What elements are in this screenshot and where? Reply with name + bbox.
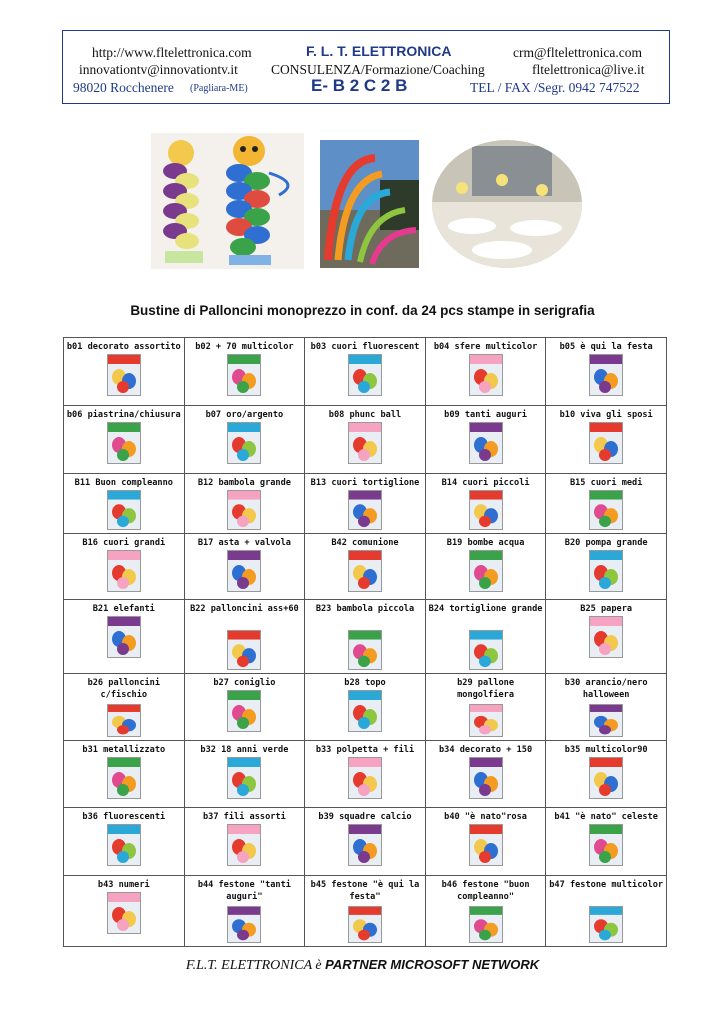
footer-partner: PARTNER MICROSOFT NETWORK	[325, 957, 540, 972]
balloon-pack-thumbnail	[589, 704, 623, 737]
product-cell[interactable]	[305, 741, 426, 807]
product-label: B24 tortiglione grande	[428, 604, 543, 614]
product-row	[64, 876, 667, 947]
product-cell[interactable]	[305, 338, 426, 405]
product-label: b02 + 70 multicolor	[195, 342, 294, 352]
product-label: b03 cuori fluorescent	[310, 342, 420, 352]
balloon-pack-thumbnail	[469, 906, 503, 943]
product-cell[interactable]	[305, 808, 426, 875]
product-cell[interactable]	[64, 876, 185, 946]
product-cell[interactable]	[64, 600, 185, 673]
product-cell[interactable]	[64, 338, 185, 405]
balloon-pack-thumbnail	[107, 757, 141, 799]
product-label: B22 palloncini ass+60	[190, 604, 299, 614]
product-label: b37 fili assorti	[202, 812, 286, 822]
product-grid	[63, 337, 667, 947]
balloon-pack-thumbnail	[469, 422, 503, 464]
product-label: b27 coniglio	[213, 678, 276, 688]
balloon-pack-thumbnail	[469, 824, 503, 866]
product-row	[64, 741, 667, 808]
product-row	[64, 600, 667, 674]
product-label: b41 "è nato" celeste	[554, 812, 658, 822]
product-row	[64, 534, 667, 600]
balloon-pack-thumbnail	[227, 422, 261, 464]
balloon-pack-thumbnail	[348, 757, 382, 799]
product-cell[interactable]	[546, 406, 667, 473]
product-cell[interactable]	[64, 674, 185, 740]
balloon-pack-thumbnail	[348, 422, 382, 464]
product-cell[interactable]	[426, 808, 547, 875]
balloon-pack-thumbnail	[348, 630, 382, 670]
product-cell[interactable]	[426, 674, 547, 740]
product-cell[interactable]	[185, 674, 306, 740]
balloon-pack-thumbnail	[469, 757, 503, 799]
product-cell[interactable]	[64, 808, 185, 875]
balloon-pack-thumbnail	[469, 490, 503, 530]
product-label: B16 cuori grandi	[82, 538, 166, 548]
product-cell[interactable]	[426, 474, 547, 533]
product-cell[interactable]	[305, 876, 426, 946]
product-label: b07 oro/argento	[205, 410, 284, 420]
balloon-pack-thumbnail	[589, 490, 623, 530]
balloon-pack-thumbnail	[589, 757, 623, 799]
balloon-pack-thumbnail	[227, 354, 261, 396]
product-label: b06 piastrina/chiusura	[66, 410, 181, 420]
product-cell[interactable]	[305, 534, 426, 599]
balloon-pack-thumbnail	[469, 704, 503, 737]
balloon-pack-thumbnail	[227, 906, 261, 943]
product-label: b29 pallone mongolfiera	[457, 678, 515, 700]
balloon-pack-thumbnail	[227, 490, 261, 530]
product-label: B15 cuori medi	[569, 478, 643, 488]
product-label: b10 viva gli sposi	[559, 410, 653, 420]
product-row	[64, 406, 667, 474]
product-cell[interactable]	[426, 600, 547, 673]
product-label: b09 tanti auguri	[444, 410, 527, 420]
product-label: B20 pompa grande	[564, 538, 648, 548]
product-label: b39 squadre calcio	[318, 812, 412, 822]
slogan-text: E- B 2 C 2 B	[311, 76, 408, 95]
city-text: 98020 Rocchenere	[73, 80, 174, 95]
balloon-pack-thumbnail	[107, 550, 141, 592]
product-label: B11 Buon compleanno	[74, 478, 173, 488]
product-label: b35 multicolor90	[564, 745, 648, 755]
product-cell[interactable]	[546, 474, 667, 533]
product-label: b43 numeri	[97, 880, 150, 890]
email-live[interactable]: fltelettronica@live.it	[532, 62, 645, 77]
product-label: b33 polpetta + fili	[315, 745, 415, 755]
product-cell[interactable]	[64, 741, 185, 807]
email-innovationtv[interactable]: innovationtv@innovationtv.it	[79, 62, 238, 77]
product-label: B19 bombe acqua	[446, 538, 525, 548]
balloon-pack-thumbnail	[469, 630, 503, 670]
product-cell[interactable]	[64, 474, 185, 533]
footer-company: F.L.T. ELETTRONICA è	[185, 958, 322, 973]
product-label: b36 fluorescenti	[82, 812, 166, 822]
product-label: B13 cuori tortiglione	[310, 478, 420, 488]
balloon-pack-thumbnail	[107, 704, 141, 737]
product-cell[interactable]	[185, 741, 306, 807]
product-cell[interactable]	[305, 406, 426, 473]
balloon-pack-thumbnail	[469, 354, 503, 396]
product-label: b01 decorato assortito	[66, 342, 181, 352]
product-label: B21 elefanti	[92, 604, 155, 614]
product-cell[interactable]	[185, 600, 306, 673]
balloon-pack-thumbnail	[469, 550, 503, 592]
phone-text: TEL / FAX /Segr. 0942 747522	[470, 80, 640, 95]
banquet-hall-photo	[432, 140, 582, 268]
balloon-pack-thumbnail	[227, 824, 261, 866]
balloon-pack-thumbnail	[589, 354, 623, 396]
product-cell[interactable]	[426, 534, 547, 599]
product-label: b30 arancio/nero halloween	[564, 678, 648, 700]
product-cell[interactable]	[546, 674, 667, 740]
balloon-pack-thumbnail	[348, 354, 382, 396]
product-label: b28 topo	[344, 678, 386, 688]
product-cell[interactable]	[64, 534, 185, 599]
website-link[interactable]: http://www.fltelettronica.com	[92, 45, 252, 60]
product-label: B25 papera	[580, 604, 633, 614]
product-row	[64, 474, 667, 534]
product-cell[interactable]	[426, 338, 547, 405]
balloon-pack-thumbnail	[227, 757, 261, 799]
product-cell[interactable]	[305, 474, 426, 533]
product-cell[interactable]	[426, 741, 547, 807]
balloon-pack-thumbnail	[589, 616, 623, 658]
product-label: b40 "è nato"rosa	[444, 812, 527, 822]
product-cell[interactable]	[546, 741, 667, 807]
email-crm[interactable]: crm@fltelettronica.com	[513, 45, 643, 60]
product-label: b26 palloncini c/fischio	[87, 678, 161, 700]
product-label: B14 cuori piccoli	[441, 478, 530, 488]
product-label: B12 bambola grande	[197, 478, 291, 488]
balloon-pack-thumbnail	[107, 616, 141, 658]
product-label: b08 phunc ball	[328, 410, 402, 420]
balloon-column-photo	[151, 133, 304, 269]
balloon-pack-thumbnail	[107, 422, 141, 464]
product-cell[interactable]	[546, 600, 667, 673]
balloon-arch-photo	[320, 140, 419, 268]
product-label: b04 sfere multicolor	[433, 342, 538, 352]
product-cell[interactable]	[185, 338, 306, 405]
balloon-pack-thumbnail	[227, 550, 261, 592]
footer	[0, 957, 725, 974]
locality-text: (Pagliara-ME)	[190, 83, 248, 94]
product-label: B17 asta + valvola	[197, 538, 291, 548]
balloon-pack-thumbnail	[589, 906, 623, 943]
balloon-pack-thumbnail	[348, 906, 382, 943]
product-cell[interactable]	[546, 338, 667, 405]
product-cell[interactable]	[185, 876, 306, 946]
product-cell[interactable]	[305, 674, 426, 740]
product-label: b31 metallizzato	[82, 745, 166, 755]
balloon-pack-thumbnail	[348, 690, 382, 732]
product-cell[interactable]	[546, 534, 667, 599]
product-cell[interactable]	[185, 534, 306, 599]
balloon-pack-thumbnail	[589, 550, 623, 592]
product-row	[64, 808, 667, 876]
product-label: B42 comunione	[331, 538, 399, 548]
product-label: b05 è qui la festa	[559, 342, 653, 352]
product-row	[64, 338, 667, 406]
product-label: b32 18 anni verde	[200, 745, 289, 755]
product-label: B23 bambola piccola	[315, 604, 415, 614]
product-label: b47 festone multicolor	[549, 880, 664, 890]
product-cell[interactable]	[546, 876, 667, 946]
balloon-pack-thumbnail	[107, 490, 141, 530]
product-cell[interactable]	[305, 600, 426, 673]
company-name: F. L. T. ELETTRONICA	[306, 43, 452, 59]
balloon-pack-thumbnail	[107, 824, 141, 866]
product-cell[interactable]	[426, 876, 547, 946]
product-cell[interactable]	[426, 406, 547, 473]
balloon-pack-thumbnail	[348, 490, 382, 530]
services-text: CONSULENZA/Formazione/Coaching	[271, 62, 485, 77]
page-title: Bustine di Palloncini monoprezzo in conf. da 24 pcs stampe in serigrafia	[130, 303, 595, 318]
product-cell[interactable]	[185, 474, 306, 533]
balloon-pack-thumbnail	[348, 824, 382, 866]
product-cell[interactable]	[64, 406, 185, 473]
product-label: b45 festone "è qui la festa"	[310, 880, 420, 902]
product-label: b34 decorato + 150	[439, 745, 533, 755]
balloon-pack-thumbnail	[348, 550, 382, 592]
product-label: b46 festone "buon compleanno"	[441, 880, 530, 902]
product-cell[interactable]	[546, 808, 667, 875]
product-cell[interactable]	[185, 808, 306, 875]
balloon-pack-thumbnail	[107, 354, 141, 396]
balloon-pack-thumbnail	[107, 892, 141, 934]
balloon-pack-thumbnail	[589, 422, 623, 464]
product-row	[64, 674, 667, 741]
balloon-pack-thumbnail	[227, 630, 261, 670]
balloon-pack-thumbnail	[227, 690, 261, 732]
product-label: b44 festone "tanti auguri"	[197, 880, 291, 902]
balloon-pack-thumbnail	[589, 824, 623, 866]
product-cell[interactable]	[185, 406, 306, 473]
